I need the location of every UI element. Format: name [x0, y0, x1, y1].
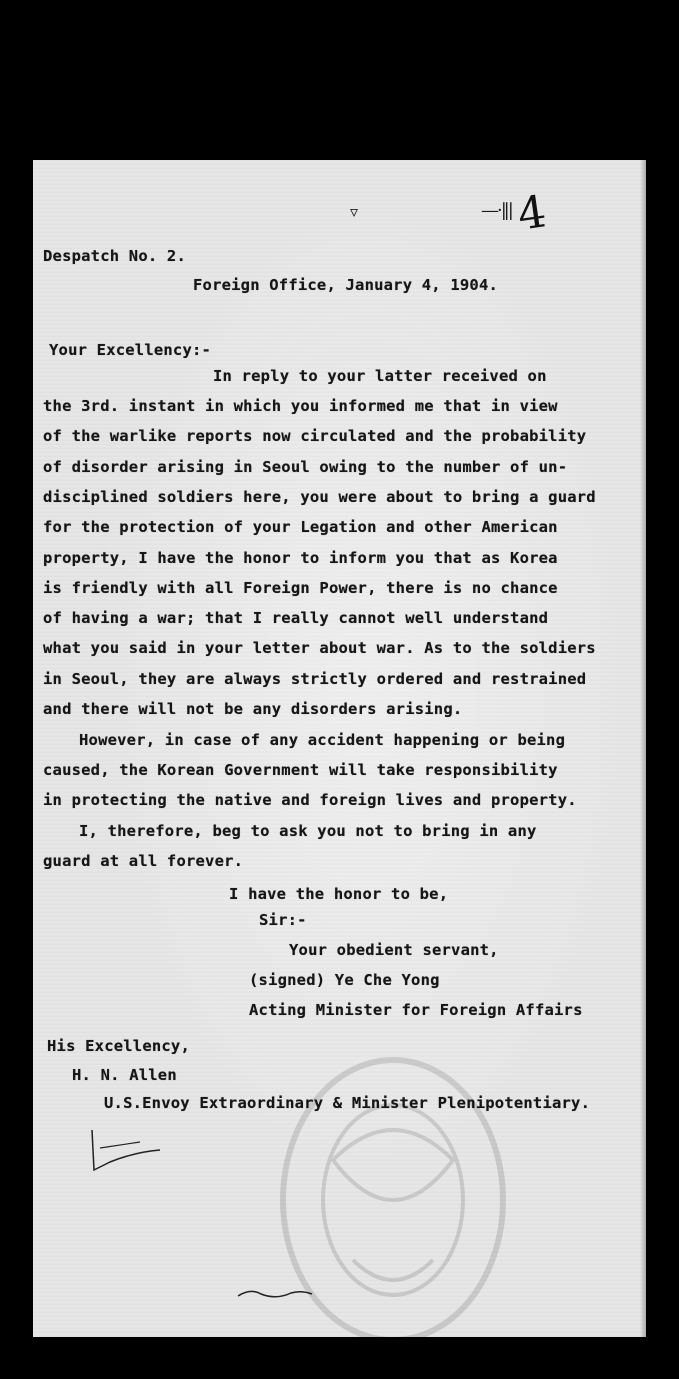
- body-line: of having a war; that I really cannot well understand: [43, 609, 549, 627]
- caret-mark-icon: ▿: [350, 202, 359, 221]
- body-line: for the protection of your Legation and other American: [43, 518, 558, 536]
- body-line: I, therefore, beg to ask you not to bring in any: [79, 822, 537, 840]
- addressee-title: U.S.Envoy Extraordinary & Minister Plenipotentiary.: [104, 1094, 591, 1112]
- tick-mark-icon: —·‖|: [481, 200, 512, 221]
- body-line: However, in case of any accident happening or being: [79, 731, 566, 749]
- despatch-number: Despatch No. 2.: [43, 247, 186, 265]
- body-line: In reply to your latter received on: [213, 367, 547, 385]
- body-line: guard at all forever.: [43, 852, 244, 870]
- pencil-marks: [80, 1120, 200, 1180]
- salutation: Your Excellency:-: [49, 341, 212, 359]
- body-line: what you said in your letter about war. As to the soldiers: [43, 639, 596, 657]
- place-date: Foreign Office, January 4, 1904.: [193, 276, 499, 294]
- body-line: is friendly with all Foreign Power, there is no chance: [43, 579, 558, 597]
- closing-servant: Your obedient servant,: [289, 941, 499, 959]
- addressee-name: H. N. Allen: [72, 1066, 177, 1084]
- closing-sir: Sir:-: [259, 911, 307, 929]
- body-line: in protecting the native and foreign lives and property.: [43, 791, 577, 809]
- body-line: disciplined soldiers here, you were about to bring a guard: [43, 488, 596, 506]
- pencil-scribble: [236, 1284, 316, 1308]
- page-edge: [640, 160, 646, 1337]
- body-line: caused, the Korean Government will take responsibility: [43, 761, 558, 779]
- body-line: of the warlike reports now circulated and the probability: [43, 427, 587, 445]
- folio-number: 4: [514, 186, 550, 241]
- body-line: and there will not be any disorders arising.: [43, 700, 463, 718]
- closing-title: Acting Minister for Foreign Affairs: [249, 1001, 583, 1019]
- closing-honor: I have the honor to be,: [229, 885, 449, 903]
- addressee-line: His Excellency,: [47, 1037, 190, 1055]
- body-line: in Seoul, they are always strictly ordered and restrained: [43, 670, 587, 688]
- body-line: property, I have the honor to inform you that as Korea: [43, 549, 558, 567]
- body-line: of disorder arising in Seoul owing to the number of un-: [43, 458, 568, 476]
- body-line: the 3rd. instant in which you informed me that in view: [43, 397, 558, 415]
- closing-signed: (signed) Ye Che Yong: [249, 971, 440, 989]
